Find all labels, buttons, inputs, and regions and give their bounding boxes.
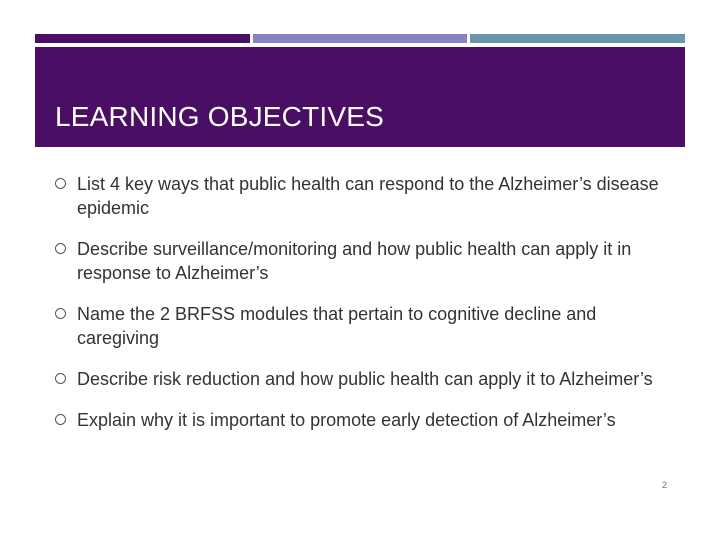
objectives-list [55, 172, 665, 449]
objective-item [55, 302, 665, 350]
hollow-circle-icon [55, 414, 66, 425]
accent-bar-1 [35, 34, 250, 43]
hollow-circle-icon [55, 373, 66, 384]
accent-bar-2 [253, 34, 467, 43]
slide-title: LEARNING OBJECTIVES [55, 101, 384, 132]
accent-bar-3 [470, 34, 685, 43]
objective-text: Explain why it is important to promote early detection of Alzheimer’s [77, 410, 616, 430]
objective-text: Describe surveillance/monitoring and how public health can apply it in response to Alzheimer’s [77, 239, 632, 283]
title-band [35, 47, 685, 147]
objective-item [55, 408, 665, 432]
hollow-circle-icon [55, 308, 66, 319]
objective-item [55, 367, 665, 391]
objective-text: List 4 key ways that public health can respond to the Alzheimer’s disease epidemic [77, 174, 659, 218]
objective-item [55, 172, 665, 220]
page-number: 2 [661, 480, 667, 490]
hollow-circle-icon [55, 178, 66, 189]
objective-text: Describe risk reduction and how public health can apply it to Alzheimer’s [77, 369, 653, 389]
hollow-circle-icon [55, 243, 66, 254]
objective-item [55, 237, 665, 285]
objective-text: Name the 2 BRFSS modules that pertain to cognitive decline and caregiving [77, 304, 597, 348]
